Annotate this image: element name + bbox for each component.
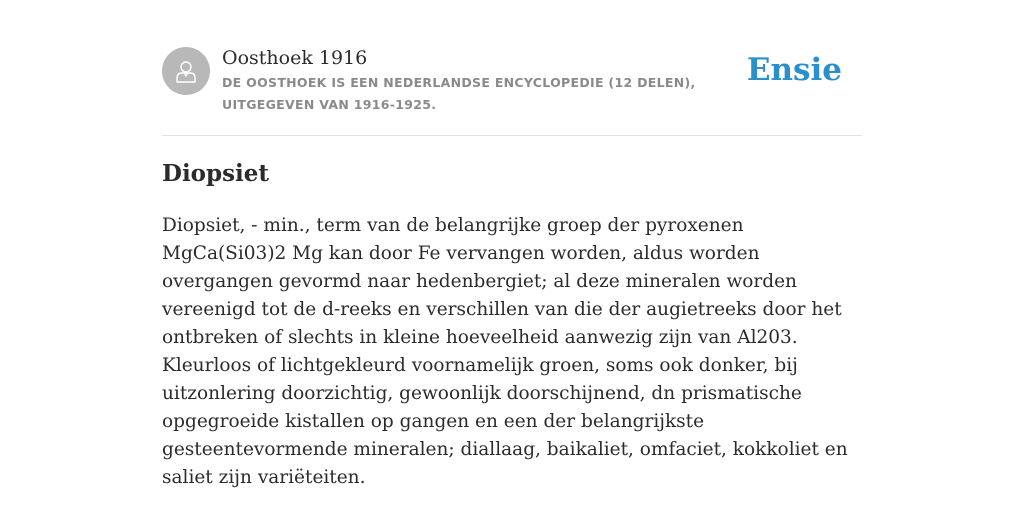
- article-title: Diopsiet: [162, 160, 270, 187]
- page-container: [162, 0, 862, 488]
- source-info: [222, 46, 762, 116]
- ensie-logo-link[interactable]: Ensie: [746, 52, 842, 88]
- source-header: [162, 0, 862, 136]
- article-body: Diopsiet, - min., term van de belangrijke groep der pyroxenen MgCa(Si03)2 Mg kan door Fe vervangen worden, aldus worden overgangen gevormd naar hedenbergiet; al deze mineralen worden vereenigd tot de d-reeks en verschillen van die der augietreeks door het ontbreken of slechts in kleine hoeveelheid aanwezig zijn van Al203. Kleurloos of lichtgekleurd voornamelijk groen, soms ook donker, bij uitzonlering doorzichtig, gewoonlijk doorschijnend, dn prismatische opgegroeide kistallen op gangen en een der belangrijkste gesteentevormende mineralen; diallaag, baikaliet, omfaciet, kokkoliet en saliet zijn variëteiten.: [162, 215, 848, 488]
- user-icon: [172, 57, 200, 85]
- source-description: DE OOSTHOEK IS EEN NEDERLANDSE ENCYCLOPEDIE (12 DELEN), UITGEGEVEN VAN 1916-1925.: [222, 75, 696, 112]
- source-title[interactable]: Oosthoek 1916: [222, 47, 368, 69]
- source-avatar: [162, 47, 210, 95]
